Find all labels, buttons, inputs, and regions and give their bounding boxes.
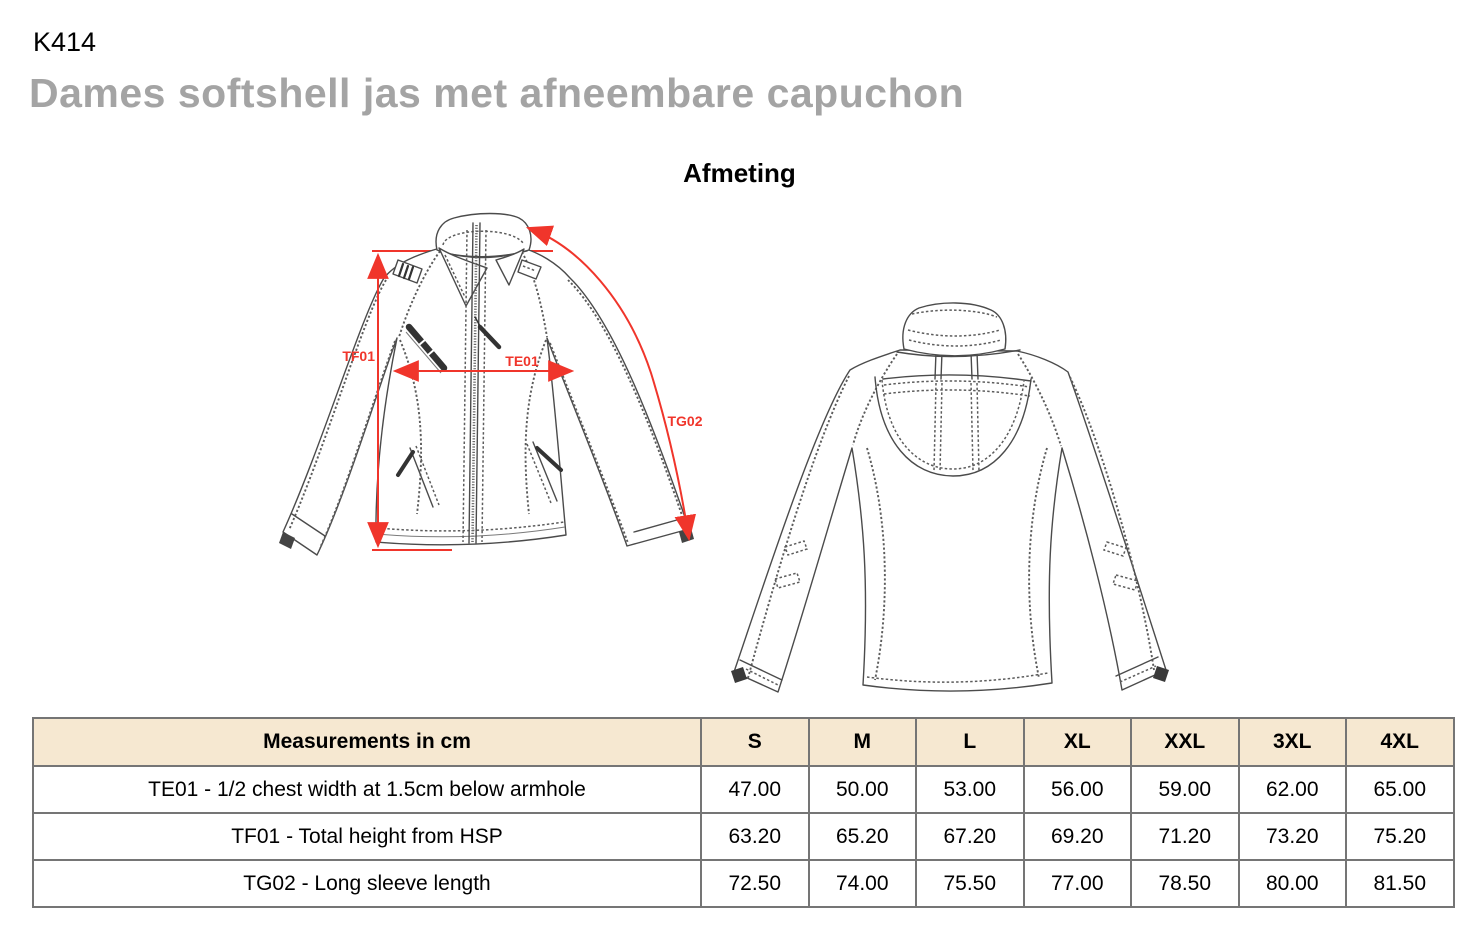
table-row-te01 xyxy=(33,766,1454,813)
measurement-value-cell: 50.00 xyxy=(809,766,917,813)
table-row-tf01 xyxy=(33,813,1454,860)
measurement-value-cell: 62.00 xyxy=(1239,766,1347,813)
measurement-value-cell: 75.20 xyxy=(1346,813,1454,860)
measurements-table xyxy=(32,717,1455,908)
measurement-label-cell: TG02 - Long sleeve length xyxy=(33,860,701,907)
col-header-measurements: Measurements in cm xyxy=(33,718,701,766)
measurement-label-cell: TE01 - 1/2 chest width at 1.5cm below armhole xyxy=(33,766,701,813)
table-header-row xyxy=(33,718,1454,766)
product-title: Dames softshell jas met afneembare capuchon xyxy=(29,70,965,116)
product-code: K414 xyxy=(33,27,97,57)
measurement-value-cell: 75.50 xyxy=(916,860,1024,907)
table-row-tg02 xyxy=(33,860,1454,907)
jacket-front-outline xyxy=(279,248,694,555)
measurement-value-cell: 74.00 xyxy=(809,860,917,907)
tg02-label: TG02 xyxy=(667,413,703,429)
measurement-value-cell: 77.00 xyxy=(1024,860,1132,907)
measurement-value-cell: 81.50 xyxy=(1346,860,1454,907)
measurement-value-cell: 63.20 xyxy=(701,813,809,860)
col-header-size-xxl: XXL xyxy=(1131,718,1239,766)
col-header-size-s: S xyxy=(701,718,809,766)
jacket-back-view xyxy=(700,280,1200,720)
section-title: Afmeting xyxy=(683,158,796,188)
measurement-value-cell: 59.00 xyxy=(1131,766,1239,813)
col-header-size-3xl: 3XL xyxy=(1239,718,1347,766)
measurement-value-cell: 72.50 xyxy=(701,860,809,907)
measurement-value-cell: 69.20 xyxy=(1024,813,1132,860)
col-header-size-xl: XL xyxy=(1024,718,1132,766)
measurement-value-cell: 71.20 xyxy=(1131,813,1239,860)
measurement-value-cell: 67.20 xyxy=(916,813,1024,860)
col-header-size-m: M xyxy=(809,718,917,766)
measurement-value-cell: 56.00 xyxy=(1024,766,1132,813)
measurement-value-cell: 65.20 xyxy=(809,813,917,860)
jacket-back-outline xyxy=(731,350,1169,692)
measurement-value-cell: 80.00 xyxy=(1239,860,1347,907)
measurement-value-cell: 78.50 xyxy=(1131,860,1239,907)
measurement-label-cell: TF01 - Total height from HSP xyxy=(33,813,701,860)
measurement-value-cell: 53.00 xyxy=(916,766,1024,813)
measurement-value-cell: 73.20 xyxy=(1239,813,1347,860)
jacket-back-collar xyxy=(897,303,1020,357)
measurement-value-cell: 47.00 xyxy=(701,766,809,813)
tf01-label: TF01 xyxy=(342,348,375,364)
measurement-value-cell: 65.00 xyxy=(1346,766,1454,813)
col-header-size-l: L xyxy=(916,718,1024,766)
jacket-front-view xyxy=(270,198,720,583)
col-header-size-4xl: 4XL xyxy=(1346,718,1454,766)
te01-label: TE01 xyxy=(505,353,539,369)
